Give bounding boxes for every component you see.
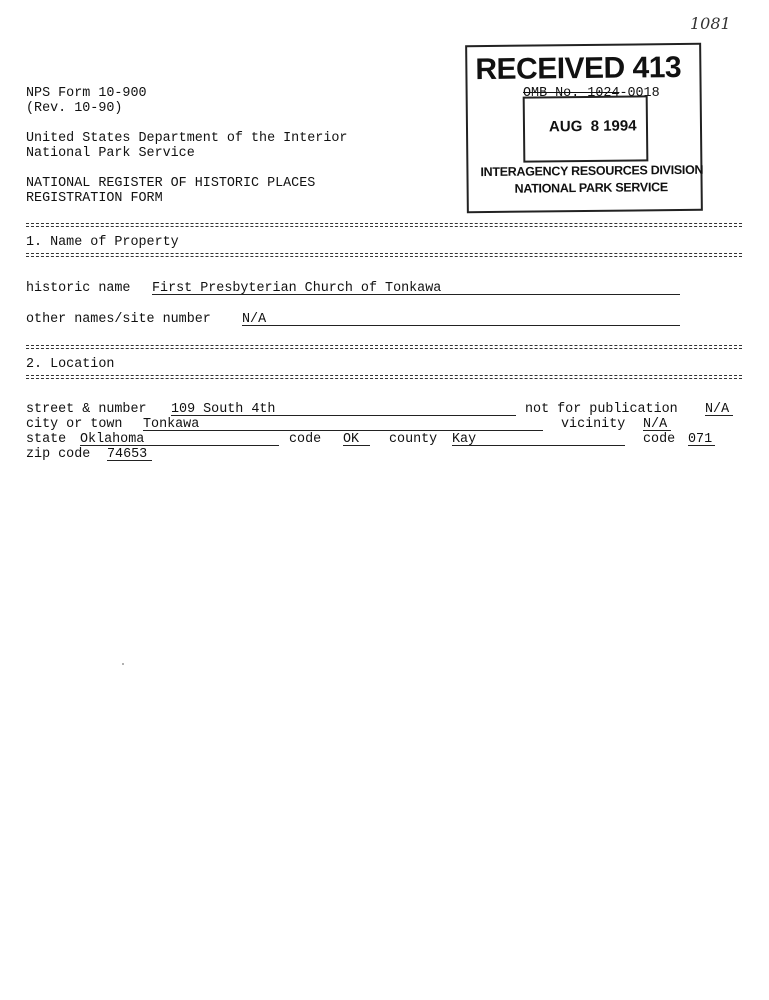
vicinity-value[interactable]: N/A xyxy=(643,417,668,432)
city-line xyxy=(143,430,543,431)
zip-value[interactable]: 74653 xyxy=(107,447,148,462)
historic-name-label: historic name xyxy=(26,281,131,296)
service-name: National Park Service xyxy=(26,146,195,161)
historic-name-value[interactable]: First Presbyterian Church of Tonkawa xyxy=(152,281,442,296)
other-names-value[interactable]: N/A xyxy=(242,312,267,327)
omb-number-struck: OMB No. 1024 xyxy=(523,86,620,101)
street-value[interactable]: 109 South 4th xyxy=(171,402,276,417)
vicinity-label: vicinity xyxy=(561,417,626,432)
stamp-division: INTERAGENCY RESOURCES DIVISION xyxy=(480,162,704,180)
section1-heading: 1. Name of Property xyxy=(26,235,179,250)
form-number: NPS Form 10-900 xyxy=(26,86,147,101)
other-names-line xyxy=(242,325,680,326)
county-value[interactable]: Kay xyxy=(452,432,477,447)
department-name: United States Department of the Interior xyxy=(26,131,348,146)
section-rule xyxy=(26,344,742,351)
handwritten-page-number: 1081 xyxy=(690,14,731,33)
register-name: NATIONAL REGISTER OF HISTORIC PLACES xyxy=(26,176,316,191)
stamp-date-box xyxy=(523,95,649,162)
stamp-title: RECEIVED 413 xyxy=(475,50,682,87)
city-value[interactable]: Tonkawa xyxy=(143,417,200,432)
county-code-value[interactable]: 071 xyxy=(688,432,713,447)
omb-number-rest: -0018 xyxy=(619,86,660,101)
state-value[interactable]: Oklahoma xyxy=(80,432,145,447)
state-code-value[interactable]: OK xyxy=(343,432,360,447)
section-rule xyxy=(26,252,742,259)
section-rule xyxy=(26,374,742,381)
zip-label: zip code xyxy=(26,447,91,462)
state-label: state xyxy=(26,432,67,447)
section2-heading: 2. Location xyxy=(26,357,115,372)
city-label: city or town xyxy=(26,417,123,432)
form-title: REGISTRATION FORM xyxy=(26,191,163,206)
street-label: street & number xyxy=(26,402,147,417)
county-line xyxy=(452,445,625,446)
state-code-label: code xyxy=(289,432,322,447)
county-code-label: code xyxy=(643,432,676,447)
section-rule xyxy=(26,222,742,229)
form-revision: (Rev. 10-90) xyxy=(26,101,123,116)
not-for-publication-value[interactable]: N/A xyxy=(705,402,730,417)
stamp-service: NATIONAL PARK SERVICE xyxy=(514,180,668,196)
stamp-date: AUG 8 1994 xyxy=(548,117,637,136)
scan-speck xyxy=(122,663,124,665)
received-stamp xyxy=(465,43,703,213)
other-names-label: other names/site number xyxy=(26,312,211,327)
county-label: county xyxy=(389,432,438,447)
not-for-publication-label: not for publication xyxy=(525,402,678,417)
